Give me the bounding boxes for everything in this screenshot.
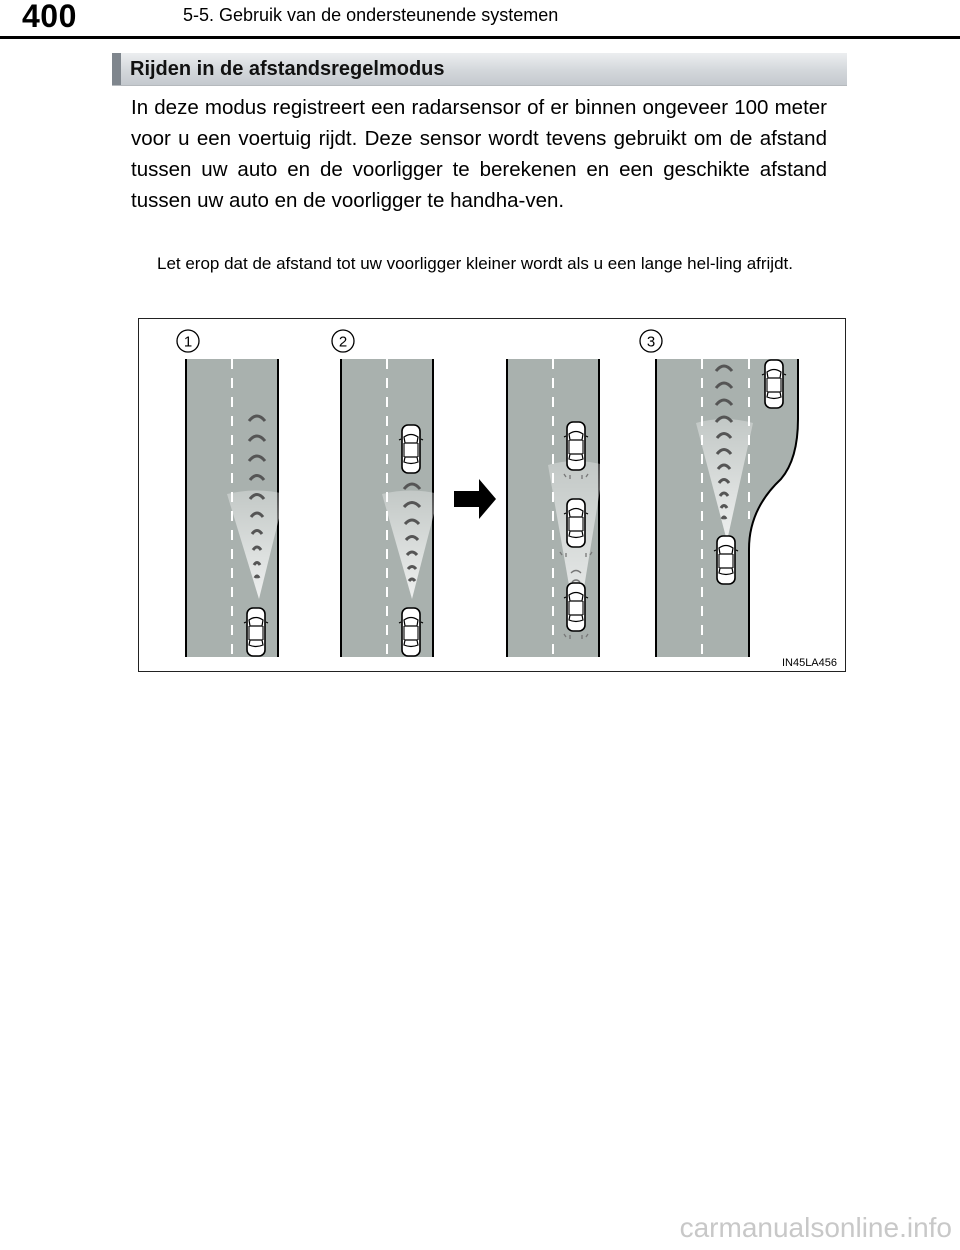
figure-code: IN45LA456 bbox=[781, 657, 837, 669]
circle-label-3 bbox=[640, 330, 662, 352]
illustration-svg bbox=[139, 319, 845, 671]
note-paragraph: Let erop dat de afstand tot uw voorligger kleiner wordt als u een lange hel-ling afrijdt. bbox=[157, 254, 793, 273]
page-number: 400 bbox=[22, 0, 77, 34]
own-car-panel-2b bbox=[564, 583, 588, 631]
middle-car-panel-2b bbox=[564, 499, 588, 547]
circle-label-2 bbox=[332, 330, 354, 352]
arrow-right-icon bbox=[454, 479, 496, 519]
own-car-panel-1 bbox=[244, 608, 268, 656]
own-car-panel-3 bbox=[714, 536, 738, 584]
section-title: Rijden in de afstandsregelmodus bbox=[130, 58, 445, 80]
lead-car-panel-2b bbox=[564, 422, 588, 470]
header-rule bbox=[0, 36, 960, 39]
watermark: carmanualsonline.info bbox=[679, 1212, 952, 1243]
label-2-text: 2 bbox=[338, 333, 348, 351]
circle-label-1 bbox=[177, 330, 199, 352]
label-3-text: 3 bbox=[646, 333, 656, 351]
own-car-panel-2 bbox=[399, 608, 423, 656]
section-header bbox=[112, 53, 847, 86]
running-title: 5-5. Gebruik van de ondersteunende systemen bbox=[183, 5, 559, 25]
body-paragraph: In deze modus registreert een radarsensor of er binnen ongeveer 100 meter voor u een voertuig rijdt. Deze sensor wordt tevens gebruikt om de afstand tussen uw auto en de voorligger te berekenen en een geschikte afstand tussen uw auto en de voorligger te handha-ven. bbox=[131, 96, 827, 212]
lead-car-panel-3 bbox=[762, 360, 786, 408]
label-1-text: 1 bbox=[183, 333, 193, 351]
lead-car-panel-2 bbox=[399, 425, 423, 473]
section-marker bbox=[112, 53, 121, 85]
radar-illustration bbox=[138, 318, 846, 672]
